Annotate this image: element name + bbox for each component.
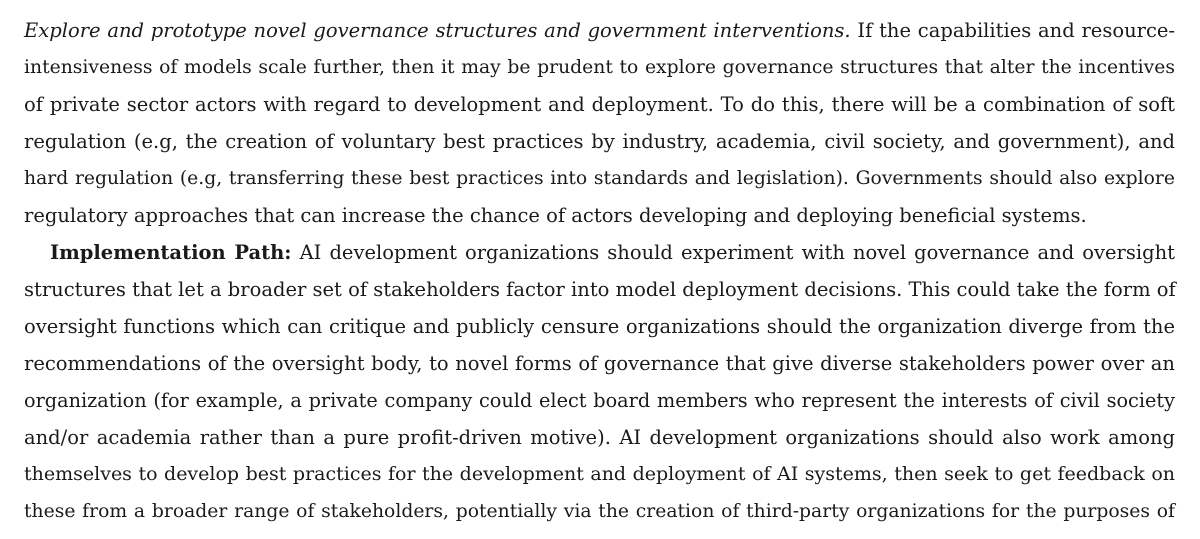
- implementation-path-heading: Implementation Path:: [50, 241, 292, 264]
- paragraph-line: these from a broader range of stakeholders, potentially via the creation of third-party organizations for the purposes of: [24, 501, 1175, 522]
- paragraph-line: structures that let a broader set of stakeholders factor into model deployment decisions. This could take the form of: [24, 278, 1176, 301]
- paragraph-line: hard regulation (e.g, transferring these best practices into standards and legislation). Governments should also explore: [24, 168, 1175, 189]
- paragraph-line: regulation (e.g, the creation of voluntary best practices by industry, academia, civil society, and government), and: [24, 130, 1175, 153]
- paragraph-text: If the capabilities and resource-: [857, 19, 1176, 42]
- paragraph-line: intensiveness of models scale further, then it may be prudent to explore governance structures that alter the incentives: [24, 57, 1175, 78]
- paragraph-line: regulatory approaches that can increase the chance of actors developing and deploying beneficial systems.: [24, 204, 1087, 227]
- paragraph-line: of private sector actors with regard to development and deployment. To do this, there will be a combination of soft: [24, 93, 1175, 116]
- paragraph-text: AI development organizations should experiment with novel governance and oversight: [299, 241, 1175, 264]
- paragraph-line: and/or academia rather than a pure profit-driven motive). AI development organizations should also work among: [24, 426, 1175, 449]
- paragraph-line: oversight functions which can critique and publicly censure organizations should the organization diverge from the: [24, 315, 1175, 338]
- paragraph-line: organization (for example, a private company could elect board members who represent the interests of civil society: [24, 389, 1175, 412]
- paragraph-line: [24, 234, 1175, 271]
- paragraph-line: themselves to develop best practices for the development and deployment of AI systems, then seek to get feedback on: [24, 463, 1175, 485]
- paragraph-line: recommendations of the oversight body, to novel forms of governance that give diverse stakeholders power over an: [24, 352, 1175, 375]
- section-heading: Explore and prototype novel governance structures and government interventions.: [24, 19, 851, 42]
- paragraph-line: [24, 12, 1175, 49]
